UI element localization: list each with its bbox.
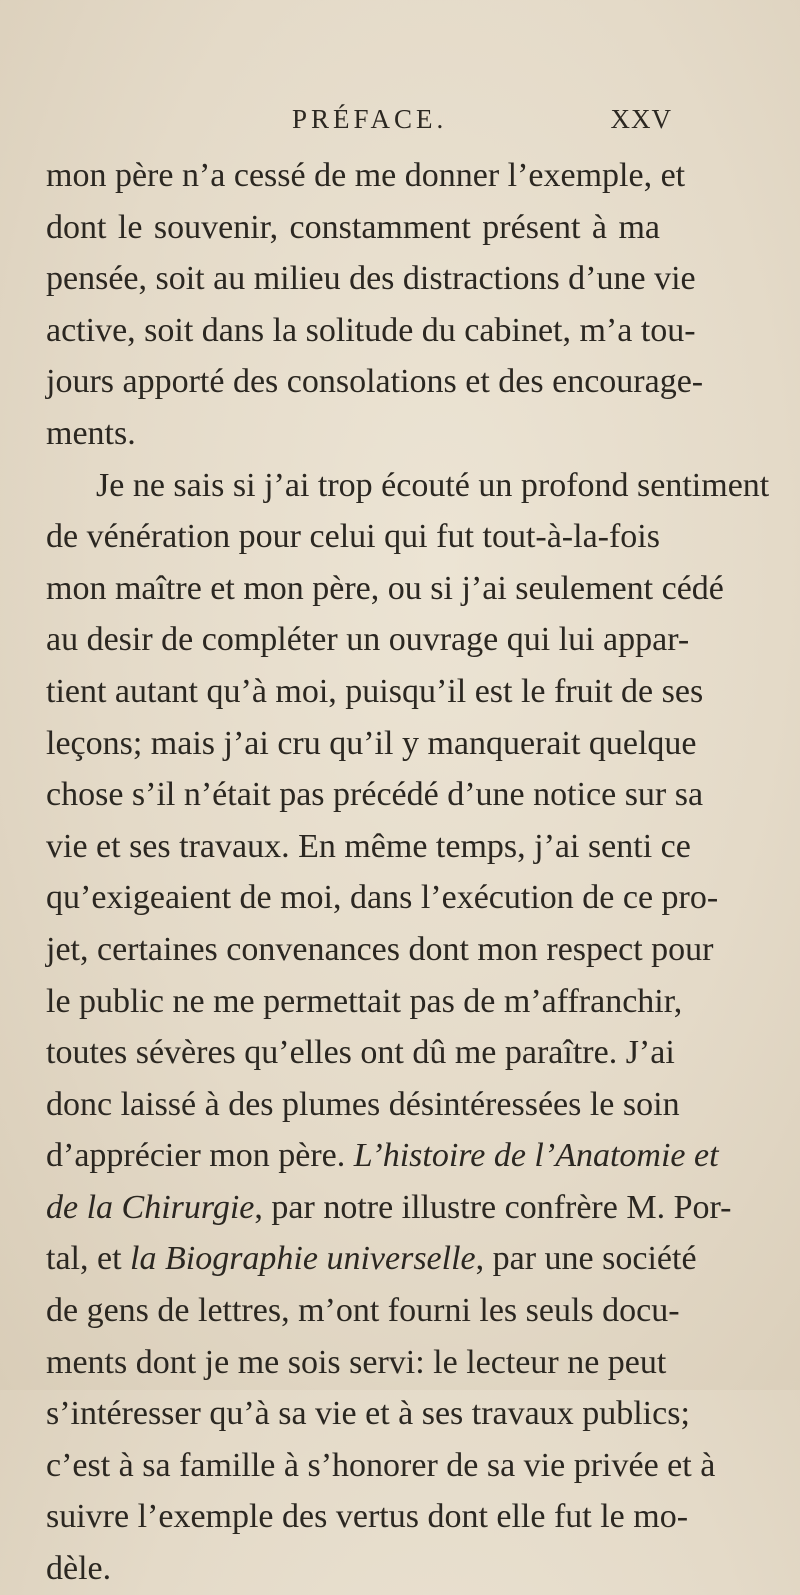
text-line: vie et ses travaux. En même temps, j’ai senti ce [46, 827, 691, 865]
text-line: s’intéresser qu’à sa vie et à ses travaux publics; [46, 1395, 690, 1433]
running-header [0, 104, 800, 144]
text-line [46, 1130, 719, 1182]
text-run: tal, et [46, 1240, 131, 1278]
text-line: leçons; mais j’ai cru qu’il y manquerait quelque [46, 724, 697, 762]
text-line: dont le souvenir, constamment présent à ma [46, 208, 660, 246]
text-line: au desir de compléter un ouvrage qui lui appar- [46, 621, 690, 659]
text-line: chose s’il n’était pas précédé d’une notice sur sa [46, 776, 704, 814]
italic-title: la Biographie universelle [130, 1240, 476, 1278]
text-run: d’apprécier mon père. [46, 1137, 354, 1175]
text-line: pensée, soit au milieu des distractions d’une vie [46, 260, 696, 298]
text-line: toutes sévères qu’elles ont dû me paraître. J’ai [46, 1034, 675, 1072]
italic-title: L’histoire de l’Anatomie et [353, 1137, 719, 1175]
page-number: XXV [610, 104, 672, 134]
text-line: de vénération pour celui qui fut tout-à-la-fois [46, 518, 660, 556]
text-line: Je ne sais si j’ai trop écouté un profond sentiment [96, 466, 770, 504]
text-line: jet, certaines convenances dont mon respect pour [46, 930, 714, 968]
text-line [46, 1233, 697, 1285]
text-line: suivre l’exemple des vertus dont elle fut le mo- [46, 1498, 689, 1536]
text-line: dèle. [46, 1550, 112, 1588]
text-line: ments. [46, 414, 136, 452]
header-title: PRÉFACE. [292, 104, 448, 134]
text-line: mon père n’a cessé de me donner l’exemple, et [46, 157, 686, 194]
text-line: c’est à sa famille à s’honorer de sa vie privée et à [46, 1446, 716, 1484]
text-line: qu’exigeaient de moi, dans l’exécution de ce pro- [46, 879, 719, 917]
text-line: ments dont je me sois servi: le lecteur ne peut [46, 1343, 667, 1381]
italic-title: de la Chirurgie [46, 1188, 255, 1226]
text-line [46, 1182, 732, 1234]
text-line: active, soit dans la solitude du cabinet, m’a tou- [46, 311, 696, 349]
text-run: , par une société [475, 1240, 697, 1278]
text-line: de gens de lettres, m’ont fourni les seuls docu- [46, 1292, 680, 1330]
text-line: tient autant qu’à moi, puisqu’il est le fruit de ses [46, 672, 704, 710]
text-line: mon maître et mon père, ou si j’ai seulement cédé [46, 569, 724, 607]
text-line: le public ne me permettait pas de m’affranchir, [46, 982, 683, 1020]
text-line: jours apporté des consolations et des encourage- [46, 363, 704, 401]
text-run: , par notre illustre confrère M. Por- [254, 1188, 732, 1226]
text-line: donc laissé à des plumes désintéressées le soin [46, 1085, 680, 1123]
body-text [46, 150, 770, 1595]
